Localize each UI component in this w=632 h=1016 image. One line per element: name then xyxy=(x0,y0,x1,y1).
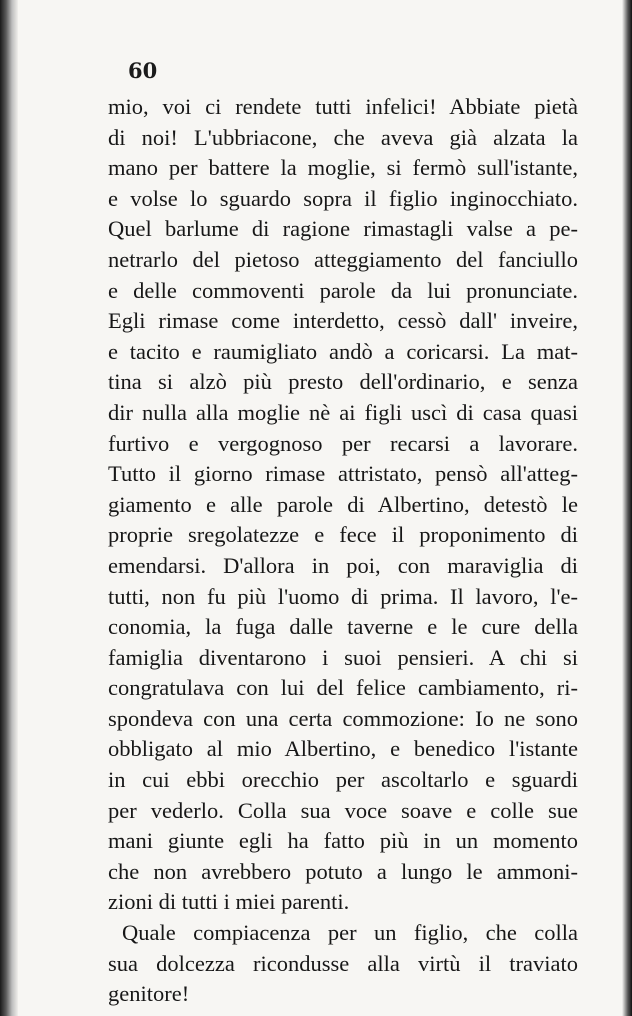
text-line: e volse lo sguardo sopra il figlio inginocchiato. xyxy=(108,185,578,211)
page-number: 60 xyxy=(128,58,158,83)
text-line: che non avrebbero potuto a lungo le ammoni- xyxy=(108,858,578,884)
text-line: mano per battere la moglie, si fermò sull'istante, xyxy=(108,155,578,181)
text-line: Egli rimase come interdetto, cessò dall' inveire, xyxy=(108,308,578,334)
body-text xyxy=(108,92,578,1010)
text-line: tina si alzò più presto dell'ordinario, e senza xyxy=(108,369,578,395)
text-line: emendarsi. D'allora in poi, con maraviglia di xyxy=(108,552,578,578)
text-line: e delle commoventi parole da lui pronunciate. xyxy=(108,277,578,303)
text-line: mani giunte egli ha fatto più in un momento xyxy=(108,828,578,854)
text-line: in cui ebbi orecchio per ascoltarlo e sguardi xyxy=(108,767,578,793)
text-line: mio, voi ci rendete tutti infelici! Abbiate pietà xyxy=(108,94,578,119)
text-line: genitore! xyxy=(108,981,190,1007)
text-line: tutti, non fu più l'uomo di prima. Il lavoro, l'e- xyxy=(108,583,578,609)
text-line: dir nulla alla moglie nè ai figli uscì di casa quasi xyxy=(108,399,578,425)
text-line: di noi! L'ubbriacone, che aveva già alzata la xyxy=(108,124,578,150)
text-line: Quale compiacenza per un figlio, che colla xyxy=(122,920,578,946)
text-line: obbligato al mio Albertino, e benedico l'istante xyxy=(108,736,578,762)
text-line: zioni di tutti i miei parenti. xyxy=(108,889,350,915)
text-line: spondeva con una certa commozione: Io ne sono xyxy=(108,705,578,731)
text-line: per vederlo. Colla sua voce soave e colle sue xyxy=(108,797,578,823)
text-line: sua dolcezza ricondusse alla virtù il traviato xyxy=(108,950,578,976)
text-line: proprie sregolatezze e fece il proponimento di xyxy=(108,522,578,548)
text-line: furtivo e vergognoso per recarsi a lavorare. xyxy=(108,430,578,456)
text-line: conomia, la fuga dalle taverne e le cure della xyxy=(108,614,578,640)
text-line: congratulava con lui del felice cambiamento, ri- xyxy=(108,675,578,701)
text-line: Tutto il giorno rimase attristato, pensò all'atteg- xyxy=(108,461,578,487)
text-line: e tacito e raumigliato andò a coricarsi. La mat- xyxy=(108,338,578,364)
text-line: netrarlo del pietoso atteggiamento del fanciullo xyxy=(108,246,578,272)
text-line: giamento e alle parole di Albertino, detestò le xyxy=(108,491,578,517)
text-line: famiglia diventarono i suoi pensieri. A chi si xyxy=(108,644,578,670)
page-binding-shadow xyxy=(0,0,18,1016)
text-line: Quel barlume di ragione rimastagli valse a pe- xyxy=(108,216,578,242)
page-edge-shadow xyxy=(622,0,632,1016)
